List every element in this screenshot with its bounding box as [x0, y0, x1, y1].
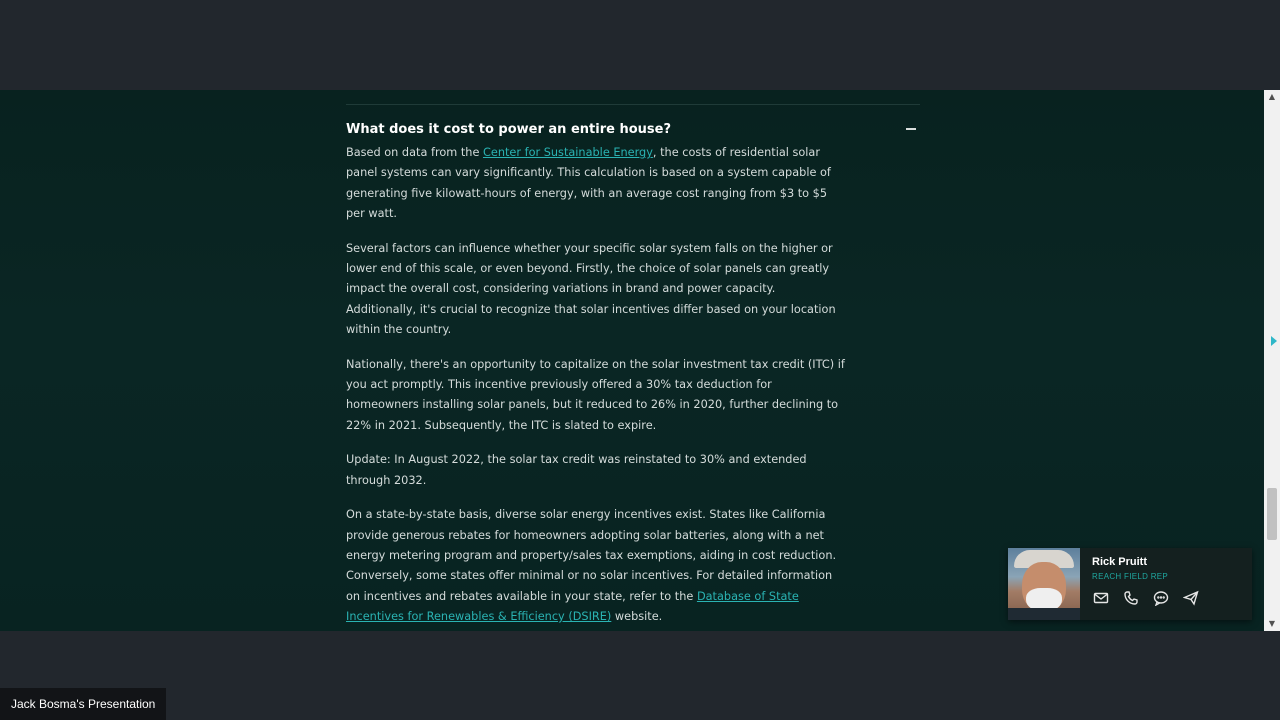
scroll-thumb[interactable]: [1267, 488, 1277, 540]
rep-title: REACH FIELD REP: [1092, 572, 1169, 581]
answer-paragraph-5: [346, 505, 846, 627]
answer-paragraph-4: Update: In August 2022, the solar tax credit was reinstated to 30% and extended through 2032.: [346, 453, 807, 487]
mail-icon[interactable]: [1092, 589, 1110, 607]
scroll-down-arrow-icon[interactable]: ▼: [1268, 619, 1276, 628]
center-sustainable-energy-link[interactable]: Center for Sustainable Energy: [482, 146, 653, 159]
mouse-cursor-icon: [1271, 336, 1277, 346]
rep-avatar: [1008, 548, 1080, 620]
faq-question-text: What does it cost to power an entire house?: [346, 121, 671, 137]
answer-paragraph-1: [346, 143, 846, 225]
answer-paragraph-2: Several factors can influence whether your specific solar system falls on the higher or lower end of this scale, or even beyond. Firstly, the choice of solar panels can greatly impact the overall cost, considering variations in brand and power capacity. Additionally, it's crucial to recognize that solar incentives differ based on your location within the country.: [346, 241, 836, 337]
collapse-minus-icon[interactable]: [906, 128, 916, 130]
paragraph-text: , the costs of residential solar panel systems can vary significantly. This calculation is based on a system capable of generating five kilowatt-hours of energy, with an average cost ranging from $3 to $5 per watt.: [346, 146, 831, 221]
answer-paragraph-3: Nationally, there's an opportunity to capitalize on the solar investment tax credit (ITC) if you act promptly. This incentive previously offered a 30% tax deduction for homeowners installing solar panels, but it reduced to 26% in 2020, further declining to 22% in 2021. Subsequently, the ITC is slated to expire.: [346, 357, 845, 432]
scroll-up-arrow-icon[interactable]: ▲: [1268, 92, 1276, 101]
field-rep-card: [1008, 548, 1252, 620]
rep-name: Rick Pruitt: [1092, 556, 1148, 568]
paragraph-text: On a state-by-state basis, diverse solar energy incentives exist. States like California provide generous rebates for homeowners adopting solar batteries, along with a net energy metering program and property/sales tax exemptions, aiding in cost reduction. Conversely, some states offer minimal or no solar incentives. For detailed information on incentives and rebates available in your state, refer to the: [346, 508, 837, 603]
faq-answer: [346, 143, 846, 631]
faq-divider: [346, 104, 920, 105]
paragraph-text: website.: [611, 610, 663, 624]
vertical-scrollbar[interactable]: [1264, 90, 1280, 631]
phone-icon[interactable]: [1122, 589, 1140, 607]
faq-question-toggle[interactable]: [346, 119, 920, 139]
sms-icon[interactable]: [1152, 589, 1170, 607]
screen-top-bar: [0, 0, 1280, 90]
rep-info: [1080, 548, 1200, 620]
rep-contact-actions: [1092, 589, 1200, 607]
dsire-link[interactable]: Database of State Incentives for Renewables & Efficiency (DSIRE): [346, 589, 799, 624]
send-icon[interactable]: [1182, 589, 1200, 607]
screen-bottom-bar: [0, 631, 1280, 720]
paragraph-text: Based on data from the: [346, 146, 483, 159]
presentation-label: Jack Bosma's Presentation: [0, 688, 166, 720]
